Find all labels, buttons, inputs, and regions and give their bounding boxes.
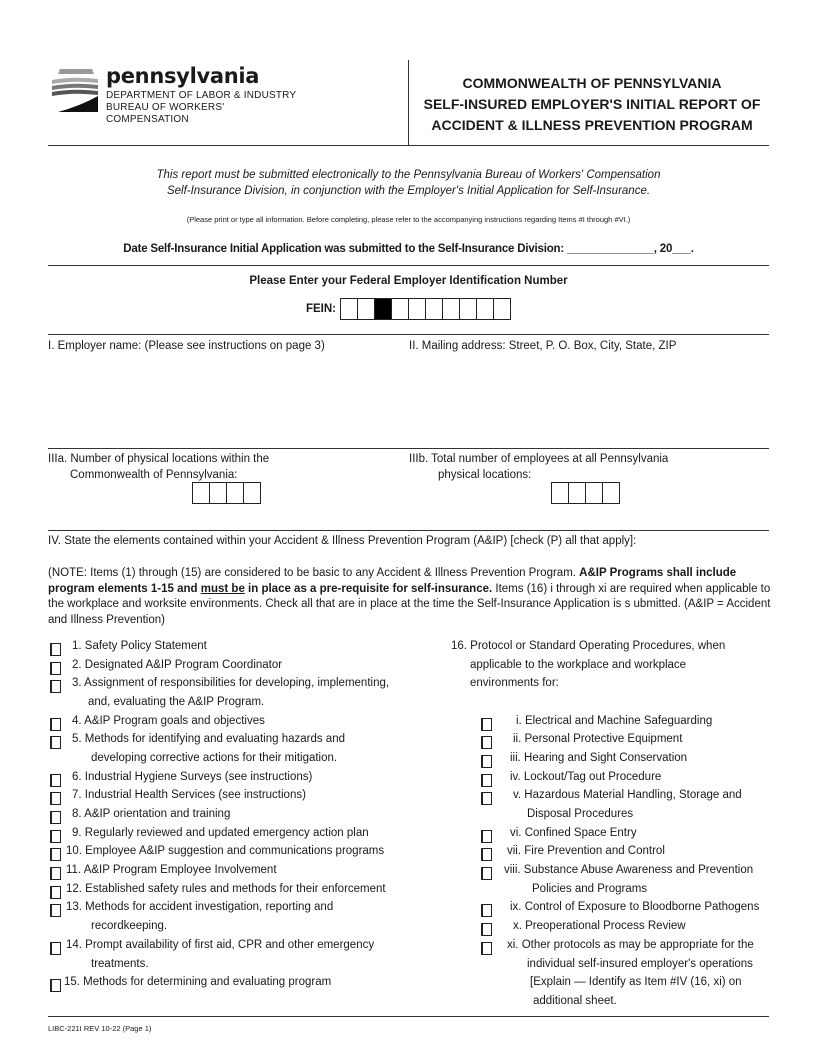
item-7-label: 7. Industrial Health Services (see instructions) [72,789,306,801]
item-13-label: 13. Methods for accident investigation, reporting and [66,901,334,913]
item-16-label-cont-1: applicable to the workplace and workplace [470,659,687,671]
item-15-checkbox[interactable] [50,979,61,992]
item-16-v-checkbox[interactable] [481,792,492,805]
item-3-label: 3. Assignment of responsibilities for developing, implementing, [72,677,390,689]
locations-input[interactable] [193,482,261,509]
header-divider [408,60,409,146]
employer-name-label: I. Employer name: (Please see instructions on page 3) [48,340,325,352]
item-16-iii-label: iii. Hearing and Sight Conservation [510,752,688,764]
date-submitted-label: Date Self-Insurance Initial Application was submitted to the Self-Insurance Division: [123,243,565,255]
date-submitted-field[interactable]: ______________, 20___. [567,243,694,255]
item-16-iv-checkbox[interactable] [481,774,492,787]
footer-rule [48,1016,769,1017]
form-title-line-2: SELF-INSURED EMPLOYER'S INITIAL REPORT OF [423,96,761,112]
item-16-v-label: v. Hazardous Material Handling, Storage and [513,789,742,801]
note-text-1: (NOTE: Items (1) through (15) are considered to be basic to any Accident & Illness Prevention Program. [48,567,580,579]
item-16-iii-checkbox[interactable] [481,755,492,768]
item-9-label: 9. Regularly reviewed and updated emergency action plan [72,827,369,839]
item-16-xi-checkbox[interactable] [481,942,492,955]
instructions-note: (Please print or type all information. Before completing, please refer to the accompanying instructions regarding Items #I through #VI.) [186,215,631,224]
fein-digit[interactable] [476,298,494,320]
item-13-checkbox[interactable] [50,904,61,917]
note-text-2: Items (16) i through xi are required when applicable to the workplace and worksite environments. Check all that are in place at the time the Self-Insurance Application is s ubmitted. (A&IP = Accident and Illness Prevention) [48,582,771,626]
item-13-label-cont: recordkeeping. [91,920,168,932]
item-3-checkbox[interactable] [50,680,61,693]
item-16-x-checkbox[interactable] [481,923,492,936]
elements-heading: IV. State the elements contained within your Accident & Illness Prevention Program (A&IP) [check (P) all that apply]: [48,535,637,547]
item-5-label-cont: developing corrective actions for their mitigation. [91,752,338,764]
item-16-label-cont-2: environments for: [470,677,559,689]
item-7-checkbox[interactable] [50,792,61,805]
item-16-i-label: i. Electrical and Machine Safeguarding [516,715,713,727]
item-8-checkbox[interactable] [50,811,61,824]
item-16-xi-label: xi. Other protocols as may be appropriate for the [507,939,754,951]
item-16-v-label-cont: Disposal Procedures [527,808,634,820]
fein-digit[interactable] [442,298,460,320]
note-bold-2: in place as a pre-requisite for self-insurance. [244,582,493,595]
item-1-checkbox[interactable] [50,643,61,656]
intro-line-1: This report must be submitted electronically to the Pennsylvania Bureau of Workers' Compensation [156,169,661,181]
item-10-checkbox[interactable] [50,848,61,861]
note-paragraph [48,566,772,628]
employees-digit[interactable] [551,482,569,504]
form-title [410,73,774,136]
employees-label-2: physical locations: [438,469,532,481]
item-4-checkbox[interactable] [50,718,61,731]
logo-state-name: pennsylvania [106,64,260,88]
item-15-label: 15. Methods for determining and evaluating program [64,976,332,988]
date-submitted-row [48,243,769,255]
mailing-address-input[interactable] [409,358,769,444]
form-title-line-1: COMMONWEALTH OF PENNSYLVANIA [462,75,722,91]
item-16-iv-label: iv. Lockout/Tag out Procedure [510,771,662,783]
employees-digit[interactable] [568,482,586,504]
locations-digit[interactable] [243,482,261,504]
item-10-label: 10. Employee A&IP suggestion and communications programs [66,845,385,857]
fein-separator [374,298,392,320]
item-14-checkbox[interactable] [50,942,61,955]
logo-bureau: BUREAU OF WORKERS' COMPENSATION [106,102,225,125]
item-16-xi-label-cont-2: [Explain — Identify as Item #IV (16, xi) on [530,976,742,988]
item-3-label-cont: and, evaluating the A&IP Program. [88,696,265,708]
fein-digit[interactable] [425,298,443,320]
item-16-viii-label-cont: Policies and Programs [532,883,648,895]
item-4-label: 4. A&IP Program goals and objectives [72,715,265,727]
locations-digit[interactable] [226,482,244,504]
item-16-vi-checkbox[interactable] [481,830,492,843]
fein-digit[interactable] [357,298,375,320]
item-2-label: 2. Designated A&IP Program Coordinator [72,659,283,671]
fein-digit[interactable] [493,298,511,320]
employees-digit[interactable] [585,482,603,504]
header-rule [48,145,769,146]
item-16-ii-checkbox[interactable] [481,736,492,749]
locations-label-2: Commonwealth of Pennsylvania: [70,469,238,481]
item-16-viii-label: viii. Substance Abuse Awareness and Prevention [504,864,754,876]
item-16-ii-label: ii. Personal Protective Equipment [513,733,683,745]
intro-line-2: Self-Insurance Division, in conjunction with the Employer's Initial Application for Self-Insurance. [166,185,651,197]
address-rule [48,448,769,449]
fein-prompt: Please Enter your Federal Employer Identification Number [249,275,568,287]
item-5-checkbox[interactable] [50,736,61,749]
locations-digit[interactable] [192,482,210,504]
note-bold-underline: must be [200,582,245,595]
item-16-x-label: x. Preoperational Process Review [513,920,686,932]
item-16-xi-label-cont-3: additional sheet. [533,995,617,1007]
item-12-label: 12. Established safety rules and methods for their enforcement [66,883,386,895]
item-6-checkbox[interactable] [50,774,61,787]
item-5-label: 5. Methods for identifying and evaluating hazards and [72,733,345,745]
fein-digit[interactable] [459,298,477,320]
locations-label-1: IIIa. Number of physical locations within the [48,453,270,465]
item-16-label: 16. Protocol or Standard Operating Procedures, when [451,640,726,652]
item-16-vi-label: vi. Confined Space Entry [510,827,637,839]
item-16-ix-checkbox[interactable] [481,904,492,917]
item-16-vii-checkbox[interactable] [481,848,492,861]
item-11-checkbox[interactable] [50,867,61,880]
fein-digit[interactable] [340,298,358,320]
logo-department: DEPARTMENT OF LABOR & INDUSTRY [106,90,297,101]
fein-label: FEIN: [305,303,336,315]
item-1-label: 1. Safety Policy Statement [72,640,207,652]
fein-input[interactable] [341,298,511,322]
employer-name-input[interactable] [48,358,398,444]
form-title-line-3: ACCIDENT & ILLNESS PREVENTION PROGRAM [431,117,753,133]
item-16-i-checkbox[interactable] [481,718,492,731]
intro-rule [48,265,769,266]
fein-rule [48,334,769,335]
item-14-label-cont: treatments. [91,958,149,970]
item-16-vii-label: vii. Fire Prevention and Control [507,845,665,857]
item-16-viii-checkbox[interactable] [481,867,492,880]
item-6-label: 6. Industrial Hygiene Surveys (see instructions) [72,771,313,783]
item-16-xi-label-cont-1: individual self-insured employer's operations [527,958,753,970]
item-9-checkbox[interactable] [50,830,61,843]
counts-rule [48,530,769,531]
mailing-address-label: II. Mailing address: Street, P. O. Box, City, State, ZIP [409,340,677,352]
item-12-checkbox[interactable] [50,886,61,899]
fein-digit[interactable] [391,298,409,320]
form-number: LIBC-221I REV 10-22 (Page 1) [48,1024,152,1033]
employees-label-1: IIIb. Total number of employees at all Pennsylvania [409,453,669,465]
item-2-checkbox[interactable] [50,662,61,675]
employees-digit[interactable] [602,482,620,504]
item-11-label: 11. A&IP Program Employee Involvement [66,864,277,876]
locations-digit[interactable] [209,482,227,504]
item-14-label: 14. Prompt availability of first aid, CPR and other emergency [66,939,375,951]
fein-digit[interactable] [408,298,426,320]
keystone-swoosh-icon [50,66,102,114]
item-8-label: 8. A&IP orientation and training [72,808,231,820]
pa-logo [50,64,310,125]
employees-input[interactable] [552,482,620,509]
note-bold-1: A&IP Programs shall include program elements 1-15 and [48,567,737,595]
item-16-ix-label: ix. Control of Exposure to Bloodborne Pathogens [510,901,760,913]
